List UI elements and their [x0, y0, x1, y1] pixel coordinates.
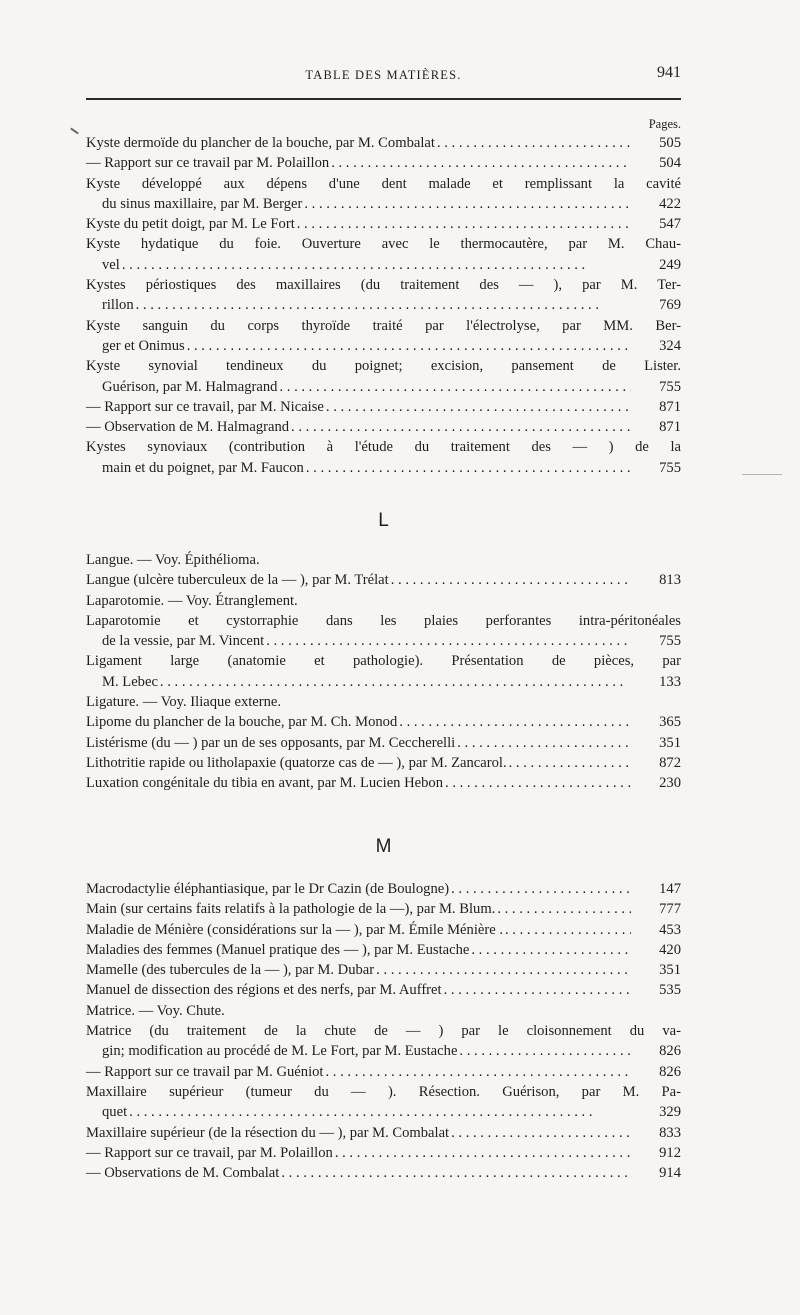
- page-ref: 872: [659, 754, 681, 771]
- index-entry: [86, 651, 681, 692]
- page-ref: 833: [659, 1124, 681, 1141]
- index-entry: [86, 214, 681, 234]
- entry-line: [86, 397, 681, 417]
- entry-text: rillon: [102, 297, 134, 314]
- page-ref: 505: [659, 135, 681, 151]
- entry-text: Manuel de dissection des régions et des nerfs, par M. Auffret: [86, 982, 442, 999]
- entry-line: [86, 214, 681, 234]
- page-ref: 912: [659, 1144, 681, 1161]
- entry-text: Luxation congénitale du tibia en avant, par M. Lucien Hebon: [86, 775, 444, 792]
- entry-text: Lithotritie rapide ou litholapaxie (quatorze cas de — ), par M. Zancarol.: [86, 754, 507, 771]
- entry-line: [86, 672, 681, 692]
- header-rule: [86, 98, 681, 100]
- section-m: [86, 879, 681, 1183]
- dot-leader: [497, 899, 631, 919]
- page-ref: 547: [659, 216, 681, 233]
- entry-line: [86, 356, 681, 376]
- entry-text: Lipome du plancher de la bouche, par M. Ch. Monod: [86, 714, 398, 731]
- entry-line: [86, 960, 681, 980]
- page-ref: 324: [659, 337, 681, 354]
- index-entry: [86, 1001, 681, 1021]
- entry-line: [86, 1001, 681, 1021]
- page-ref: 813: [659, 572, 681, 589]
- pages-column-label: Pages.: [648, 117, 681, 131]
- dot-leader: [297, 214, 631, 234]
- index-entry: [86, 550, 681, 570]
- entry-text: Main (sur certains faits relatifs à la pathologie de la —), par M. Blum.: [86, 901, 496, 918]
- dot-leader: [509, 753, 631, 773]
- index-entry: [86, 773, 681, 793]
- index-entry: [86, 920, 681, 940]
- entry-line: [86, 234, 681, 254]
- dot-leader: [136, 295, 631, 315]
- entry-text: M. Lebec: [102, 673, 158, 690]
- entry-text: Langue (ulcère tuberculeux de la — ), par M. Trélat: [86, 572, 389, 589]
- page-ref: 351: [659, 734, 681, 751]
- entry-line: [86, 570, 681, 590]
- dot-leader: [445, 773, 631, 793]
- entry-line: [86, 550, 681, 570]
- index-entry: [86, 153, 681, 173]
- index-entry: [86, 417, 681, 437]
- section-k: [86, 133, 681, 478]
- index-entry: [86, 1163, 681, 1183]
- dot-leader: [304, 194, 631, 214]
- dot-leader: [399, 712, 631, 732]
- index-entry: [86, 1021, 681, 1062]
- index-entry: [86, 712, 681, 732]
- dot-leader: [279, 377, 631, 397]
- page-ref: 420: [659, 941, 681, 958]
- page-number: 941: [657, 64, 681, 81]
- dot-leader: [326, 397, 631, 417]
- entry-line: [86, 753, 681, 773]
- dot-leader: [331, 153, 631, 173]
- page-ref: 535: [659, 982, 681, 999]
- entry-line: [86, 611, 681, 631]
- index-entry: [86, 591, 681, 611]
- dot-leader: [391, 570, 631, 590]
- index-entry: [86, 174, 681, 215]
- index-entry: [86, 1062, 681, 1082]
- entry-line: [86, 377, 681, 397]
- entry-text: ger et Onimus: [102, 337, 185, 354]
- index-entry: [86, 397, 681, 417]
- entry-line: [86, 879, 681, 899]
- dot-leader: [306, 458, 631, 478]
- entry-text: Macrodactylie éléphantiasique, par le Dr Cazin (de Boulogne): [86, 881, 450, 897]
- entry-text: Kyste sanguin du corps thyroïde traité par l'électrolyse, par MM. Ber-: [86, 317, 681, 334]
- page-ref: 422: [659, 195, 681, 212]
- entry-text: vel: [102, 256, 120, 273]
- entry-text: Kyste du petit doigt, par M. Le Fort: [86, 216, 295, 233]
- entry-text: Matrice. — Voy. Chute.: [86, 1002, 225, 1019]
- entry-text: Ligament large (anatomie et pathologie). Présentation de pièces, par: [86, 653, 681, 670]
- section-letter-l: L: [378, 510, 389, 531]
- entry-text: Laparotomie. — Voy. Étranglement.: [86, 592, 298, 609]
- dot-leader: [451, 879, 631, 899]
- index-entry: [86, 980, 681, 1000]
- entry-line: [86, 417, 681, 437]
- dot-leader: [281, 1163, 631, 1183]
- entry-line: [86, 899, 681, 919]
- index-entry: [86, 879, 681, 899]
- index-entry: [86, 899, 681, 919]
- entry-text: Kyste synovial tendineux du poignet; excision, pansement de Lister.: [86, 358, 681, 375]
- entry-text: quet: [102, 1104, 128, 1121]
- page-header: [86, 62, 681, 88]
- index-entry: [86, 275, 681, 316]
- entry-text: du sinus maxillaire, par M. Berger: [102, 195, 303, 212]
- index-entry: [86, 753, 681, 773]
- entry-text: Langue. — Voy. Épithélioma.: [86, 552, 260, 568]
- entry-text: de la vessie, par M. Vincent: [102, 633, 265, 650]
- entry-line: [86, 153, 681, 173]
- index-entry: [86, 1123, 681, 1143]
- entry-text: — Observation de M. Halmagrand: [86, 419, 290, 436]
- entry-line: [86, 1123, 681, 1143]
- index-entry: [86, 940, 681, 960]
- entry-text: Laparotomie et cystorraphie dans les plaies perforantes intra-péritonéales: [86, 612, 681, 629]
- index-entry: [86, 356, 681, 397]
- entry-line: [86, 255, 681, 275]
- entry-text: — Rapport sur ce travail, par M. Polaillon: [86, 1144, 333, 1161]
- dot-leader: [451, 1123, 631, 1143]
- entry-line: [86, 458, 681, 478]
- dot-leader: [335, 1143, 631, 1163]
- page-ref: 147: [659, 881, 681, 897]
- ink-mark: [742, 474, 782, 475]
- entry-line: [86, 692, 681, 712]
- entry-text: Guérison, par M. Halmagrand: [102, 378, 278, 395]
- entry-line: [86, 733, 681, 753]
- dot-leader: [266, 631, 631, 651]
- index-entry: [86, 234, 681, 275]
- dot-leader: [457, 733, 631, 753]
- index-entry: [86, 437, 681, 478]
- page-ref: 826: [659, 1043, 681, 1060]
- dot-leader: [160, 672, 631, 692]
- entry-text: Ligature. — Voy. Iliaque externe.: [86, 694, 282, 711]
- entry-line: [86, 316, 681, 336]
- page-ref: 351: [659, 962, 681, 979]
- entry-text: Kyste hydatique du foie. Ouverture avec le thermocautère, par M. Chau-: [86, 236, 681, 253]
- index-entry: [86, 611, 681, 652]
- entry-line: [86, 980, 681, 1000]
- dot-leader: [444, 980, 631, 1000]
- page-ref: 826: [659, 1063, 681, 1080]
- entry-line: [86, 295, 681, 315]
- dot-leader: [187, 336, 631, 356]
- entry-line: [86, 940, 681, 960]
- entry-text: — Rapport sur ce travail par M. Polaillon: [86, 155, 330, 172]
- entry-text: Kystes synoviaux (contribution à l'étude du traitement des — ) de la: [86, 439, 681, 456]
- entry-line: [86, 336, 681, 356]
- entry-text: Kyste développé aux dépens d'une dent malade et remplissant la cavité: [86, 175, 681, 192]
- entry-text: Maladie de Ménière (considérations sur la — ), par M. Émile Ménière .: [86, 921, 503, 938]
- entry-line: [86, 275, 681, 295]
- dot-leader: [459, 1041, 631, 1061]
- entry-text: — Rapport sur ce travail par M. Guéniot: [86, 1063, 324, 1080]
- dot-leader: [122, 255, 631, 275]
- page-ref: 133: [659, 673, 681, 690]
- entry-text: gin; modification au procédé de M. Le Fort, par M. Eustache: [102, 1043, 458, 1060]
- index-entry: [86, 570, 681, 590]
- dot-leader: [437, 133, 631, 153]
- dot-leader: [376, 960, 631, 980]
- entry-text: Maladies des femmes (Manuel pratique des — ), par M. Eustache: [86, 941, 470, 958]
- entry-line: [86, 773, 681, 793]
- section-letter-m: M: [375, 836, 392, 857]
- entry-line: [86, 712, 681, 732]
- dot-leader: [471, 940, 631, 960]
- entry-text: Matrice (du traitement de la chute de — ) par le cloisonnement du va-: [86, 1023, 681, 1040]
- section-l: [86, 550, 681, 794]
- page-ref: 504: [659, 155, 681, 172]
- entry-text: Maxillaire supérieur (tumeur du — ). Résection. Guérison, par M. Pa-: [86, 1083, 681, 1100]
- entry-line: [86, 174, 681, 194]
- dot-leader: [505, 920, 631, 940]
- page-ref: 871: [659, 398, 681, 415]
- index-entry: [86, 133, 681, 153]
- page-ref: 755: [659, 459, 681, 476]
- entry-line: [86, 1041, 681, 1061]
- dot-leader: [129, 1102, 631, 1122]
- index-entry: [86, 960, 681, 980]
- index-entry: [86, 316, 681, 357]
- entry-text: — Observations de M. Combalat: [86, 1165, 280, 1182]
- page-ref: 249: [659, 256, 681, 273]
- index-entry: [86, 1143, 681, 1163]
- entry-line: [86, 651, 681, 671]
- index-entry: [86, 692, 681, 712]
- entry-text: — Rapport sur ce travail, par M. Nicaise: [86, 398, 324, 415]
- page-ref: 871: [659, 419, 681, 436]
- entry-line: [86, 1082, 681, 1102]
- index-entry: [86, 733, 681, 753]
- ink-mark: [70, 128, 79, 135]
- entry-line: [86, 133, 681, 153]
- page-ref: 230: [659, 775, 681, 792]
- entry-line: [86, 194, 681, 214]
- dot-leader: [326, 1062, 632, 1082]
- page-ref: 365: [659, 714, 681, 731]
- entry-text: Mamelle (des tubercules de la — ), par M. Dubar: [86, 962, 375, 979]
- entry-line: [86, 1143, 681, 1163]
- page-ref: 914: [659, 1165, 681, 1182]
- entry-line: [86, 591, 681, 611]
- entry-line: [86, 437, 681, 457]
- entry-text: Listérisme (du — ) par un de ses opposants, par M. Ceccherelli: [86, 734, 456, 751]
- running-title: TABLE DES MATIÈRES.: [305, 68, 462, 82]
- page-ref: 329: [659, 1104, 681, 1121]
- entry-text: Kyste dermoïde du plancher de la bouche, par M. Combalat: [86, 135, 435, 151]
- entry-line: [86, 1163, 681, 1183]
- entry-line: [86, 920, 681, 940]
- entry-text: Kystes périostiques des maxillaires (du traitement des — ), par M. Ter-: [86, 277, 681, 294]
- page-ref: 777: [659, 901, 681, 918]
- page-ref: 769: [659, 297, 681, 314]
- index-entry: [86, 1082, 681, 1123]
- entry-text: main et du poignet, par M. Faucon: [102, 459, 304, 476]
- page-ref: 755: [659, 633, 681, 650]
- page-ref: 453: [659, 921, 681, 938]
- entry-line: [86, 1021, 681, 1041]
- entry-line: [86, 631, 681, 651]
- page-ref: 755: [659, 378, 681, 395]
- dot-leader: [291, 417, 631, 437]
- entry-line: [86, 1062, 681, 1082]
- entry-line: [86, 1102, 681, 1122]
- entry-text: Maxillaire supérieur (de la résection du — ), par M. Combalat: [86, 1124, 450, 1141]
